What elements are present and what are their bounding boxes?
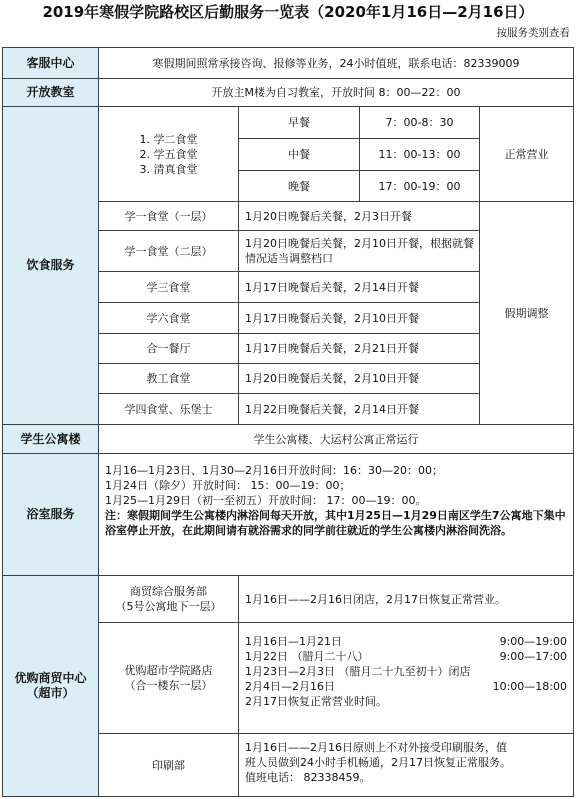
- dining-hall-name: 学一食堂（一层）: [98, 201, 239, 231]
- hours-time: 10:00—18:00: [492, 680, 567, 693]
- dining-hall-info: 1月17日晚餐后关餐，2月10日开餐: [238, 302, 480, 334]
- meal-time: 7：00-8：30: [359, 106, 480, 139]
- meal-name: 中餐: [238, 138, 360, 171]
- bath-note: 注：寒假期间学生公寓楼内淋浴间每天开放，其中1月25日—1月29日南区学生7公寓地下集中浴室停止开放，在此期间请有就浴需求的同学前往就近的学生公寓楼内淋浴间洗浴。: [105, 509, 566, 537]
- dining-group-names: [98, 106, 239, 202]
- shop-complex-name: [98, 575, 239, 623]
- dorm-info: 学生公寓楼、大运村公寓正常运行: [98, 424, 574, 454]
- shop-label-line: 优购商贸中心: [14, 671, 87, 685]
- shop-label: [2, 575, 99, 797]
- dining-hall-name: 学三食堂: [98, 271, 239, 303]
- bath-hours-line: 1月24日（除夕）开放时间： 15：00—19：00；: [105, 479, 351, 492]
- hours-date: 1月22日 （腊月二十八）: [245, 650, 369, 663]
- shop-supermarket-hours: [238, 622, 574, 734]
- dining-group-line: 1. 学二食堂: [139, 132, 198, 146]
- shop-name-line: （合一楼东一层）: [124, 679, 213, 692]
- shop-supermarket-name: [98, 622, 239, 734]
- page-subtitle: 按服务类别查看: [496, 27, 570, 39]
- print-info-line: 值班电话： 82338459。: [245, 771, 371, 784]
- dining-hall-info: 1月17日晚餐后关餐，2月21日开餐: [238, 333, 480, 364]
- dining-hall-info: 1月20日晚餐后关餐，2月10日开餐，根据就餐情况适当调整档口: [238, 230, 480, 272]
- hours-row: [245, 679, 567, 694]
- hours-time: 9:00—19:00: [499, 635, 567, 648]
- dining-hall-name: 合一餐厅: [98, 333, 239, 364]
- hours-date: 1月23日—2月3日 （腊月二十九至初十）闭店: [245, 665, 471, 678]
- page-title: 2019年寒假学院路校区后勤服务一览表（2020年1月16日—2月16日）: [42, 3, 534, 21]
- bath-label: 浴室服务: [2, 453, 99, 576]
- dining-hall-info: 1月17日晚餐后关餐，2月14日开餐: [238, 271, 480, 303]
- dining-group-line: 2. 学五食堂: [139, 147, 198, 161]
- dining-normal-status: 正常营业: [479, 106, 574, 202]
- customer-service-label: 客服中心: [2, 47, 99, 79]
- shop-name-line: 商贸综合服务部: [130, 585, 207, 598]
- meal-time: 11：00-13：00: [359, 138, 480, 171]
- dining-holiday-status: 假期调整: [479, 201, 574, 425]
- customer-service-info: 寒假期间照常承接咨询、报修等业务，24小时值班，联系电话：82339009: [98, 47, 574, 79]
- dining-hall-name: 教工食堂: [98, 363, 239, 394]
- meal-time: 17：00-19：00: [359, 170, 480, 202]
- bath-hours-line: 1月25—1月29日（初一至初五）开放时间： 17：00—19：00。: [105, 494, 427, 507]
- classroom-label: 开放教室: [2, 78, 99, 107]
- hours-time: 9:00—17:00: [499, 650, 567, 663]
- meal-name: 晚餐: [238, 170, 360, 202]
- shop-print-info: [238, 733, 574, 797]
- bath-hours-line: 1月16—1月23日、1月30—2月16日开放时间：16：30—20：00；: [105, 464, 443, 477]
- supermarket-resume: 2月17日恢复正常营业时间。: [245, 695, 387, 708]
- shop-complex-info: 1月16日——2月16日闭店，2月17日恢复正常营业。: [238, 575, 574, 623]
- dining-hall-info: 1月20日晚餐后关餐，2月3日开餐: [238, 201, 480, 231]
- dorm-label: 学生公寓楼: [2, 424, 99, 454]
- shop-label-line: （超市）: [26, 686, 75, 700]
- bath-info: [98, 453, 574, 576]
- shop-name-line: 优购超市学院路店: [124, 664, 213, 677]
- dining-hall-info: 1月22日晚餐后关餐，2月14日开餐: [238, 393, 480, 425]
- print-info-line: 1月16日——2月16日原则上不对外接受印刷服务，值: [245, 741, 507, 754]
- dining-hall-name: 学一食堂（二层）: [98, 230, 239, 272]
- dining-hall-name: 学六食堂: [98, 302, 239, 334]
- classroom-info: 开放主M楼为自习教室，开放时间 8：00—22：00: [98, 78, 574, 107]
- hours-date: 1月16日—1月21日: [245, 635, 342, 648]
- hours-row: [245, 634, 567, 649]
- dining-label: 饮食服务: [2, 106, 99, 425]
- hours-date: 2月4日—2月16日: [245, 680, 335, 693]
- dining-hall-info: 1月20日晚餐后关餐，2月10日开餐: [238, 363, 480, 394]
- hours-row: [245, 649, 567, 664]
- hours-row: [245, 664, 567, 679]
- print-info-line: 班人员做到24小时手机畅通，2月17日恢复正常服务。: [245, 756, 511, 769]
- shop-name-line: （5号公寓地下一层）: [115, 600, 222, 613]
- dining-hall-name: 学四食堂、乐堡士: [98, 393, 239, 425]
- shop-print-name: 印刷部: [98, 733, 239, 797]
- dining-group-line: 3. 清真食堂: [139, 162, 198, 176]
- meal-name: 早餐: [238, 106, 360, 139]
